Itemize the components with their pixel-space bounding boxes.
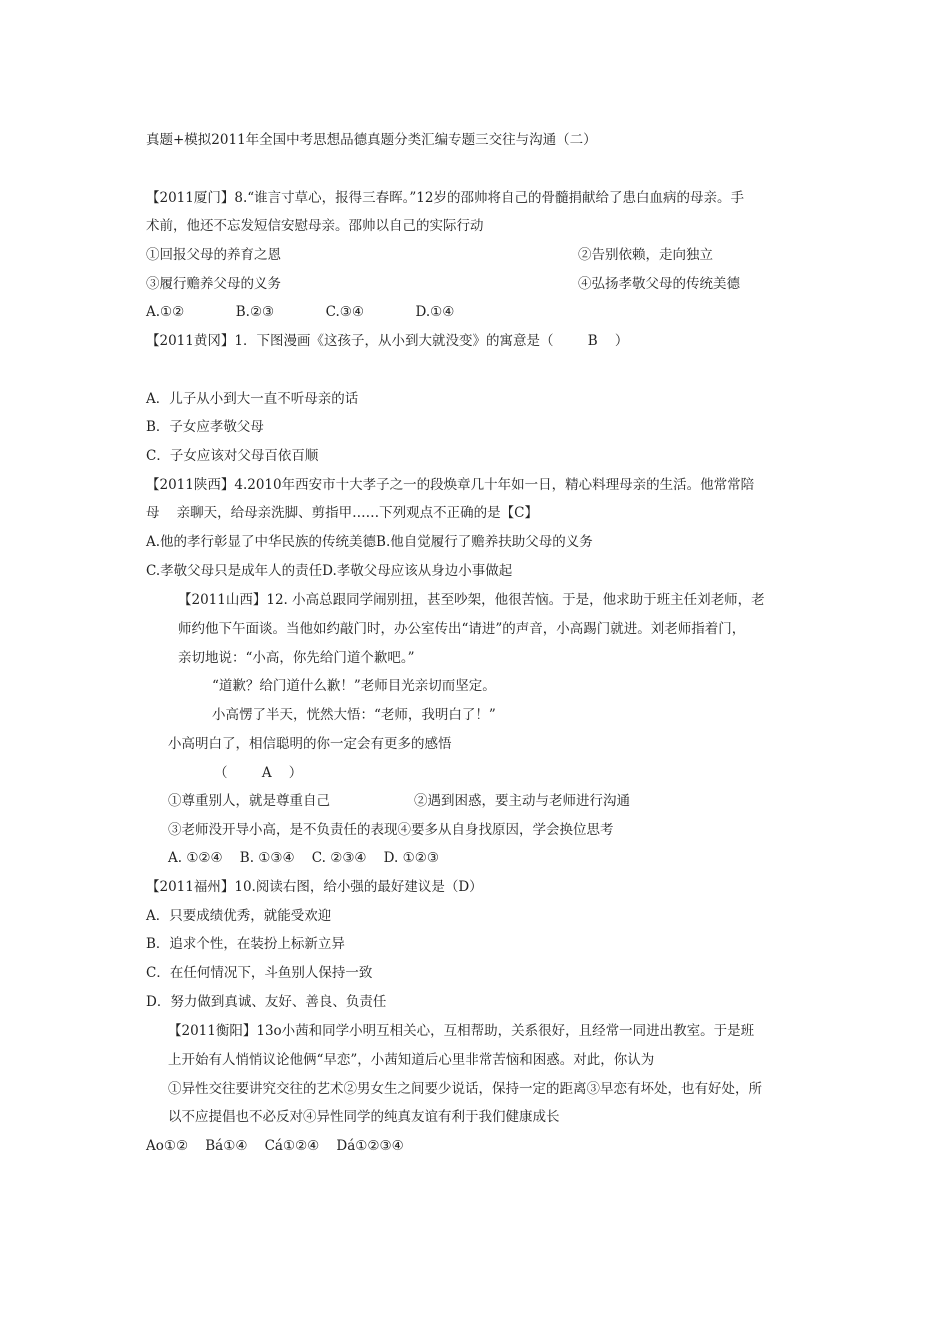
q5-option-c: C．在任何情况下，斗鱼别人保持一致 xyxy=(146,965,373,981)
q5-option-d: D．努力做到真诚、友好、善良、负责任 xyxy=(146,994,387,1010)
q4-option-2: ②遇到困惑，要主动与老师进行沟通 xyxy=(414,793,630,809)
q4-options-34: ③老师没开导小高，是不负责任的表现④要多从自身找原因，学会换位思考 xyxy=(168,822,614,838)
q6-options-line2: 以不应提倡也不必反对④异性同学的纯真友谊有利于我们健康成长 xyxy=(168,1109,560,1125)
q2-option-b: B．子女应孝敬父母 xyxy=(146,419,264,435)
q3-stem-line1: 【2011陕西】4.2010年西安市十大孝子之一的段焕章几十年如一日，精心料理母亲的生活。他常常陪 xyxy=(146,477,755,493)
q1-option-1: ①回报父母的养育之恩 xyxy=(146,247,281,263)
q4-stem-line4: “道歉？给门道什么歉！”老师目光亲切而坚定。 xyxy=(212,678,496,694)
q1-option-2: ②告别依赖，走向独立 xyxy=(578,247,713,263)
q4-stem-line6: 小高明白了，相信聪明的你一定会有更多的感悟 xyxy=(168,736,452,752)
q6-options-line1: ①异性交往要讲究交往的艺术②男女生之间要少说话，保持一定的距离③早恋有坏处，也有好处，所 xyxy=(168,1081,762,1097)
q6-stem-line1: 【2011衡阳】13o小茜和同学小明互相关心，互相帮助，关系很好，且经常一同进出教室。于是班 xyxy=(168,1023,755,1039)
q3-options-cd: C.孝敬父母只是成年人的责任D.孝敬父母应该从身边小事做起 xyxy=(146,563,513,579)
q2-option-a: A．儿子从小到大一直不听母亲的话 xyxy=(146,391,359,407)
document-title: 真题+模拟2011年全国中考思想品德真题分类汇编专题三交往与沟通（二） xyxy=(146,132,597,148)
q2-option-c: C．子女应该对父母百依百顺 xyxy=(146,448,319,464)
q2-stem: 【2011黄冈】1．下图漫画《这孩子，从小到大就没变》的寓意是（ B ） xyxy=(146,333,629,349)
q1-option-3: ③履行赡养父母的义务 xyxy=(146,276,281,292)
q5-option-b: B．追求个性，在装扮上标新立异 xyxy=(146,936,345,952)
q4-stem-line5: 小高愣了半天，恍然大悟：“老师，我明白了！” xyxy=(212,707,496,723)
q3-options-ab: A.他的孝行彰显了中华民族的传统美德B.他自觉履行了赡养扶助父母的义务 xyxy=(146,534,593,550)
q4-stem-line2: 师约他下午面谈。当他如约敲门时，办公室传出“请进”的声音，小高踢门就进。刘老师指着门， xyxy=(178,621,746,637)
q1-stem-line1: 【2011厦门】8.“谁言寸草心，报得三春晖。”12岁的邵帅将自己的骨髓捐献给了患白血病的母亲。手 xyxy=(146,190,744,206)
q5-option-a: A．只要成绩优秀，就能受欢迎 xyxy=(146,908,332,924)
q3-stem-line2: 母 亲聊天，给母亲洗脚、剪指甲……下列观点不正确的是【C】 xyxy=(146,505,538,521)
q1-option-4: ④弘扬孝敬父母的传统美德 xyxy=(578,276,740,292)
q4-choices: A. ①②④ B. ①③④ C. ②③④ D. ①②③ xyxy=(168,850,439,866)
q5-stem: 【2011福州】10.阅读右图，给小强的最好建议是（D） xyxy=(146,879,483,895)
q1-stem-line2: 术前，他还不忘发短信安慰母亲。邵帅以自己的实际行动 xyxy=(146,218,484,234)
q6-choices: Ao①② Bá①④ Cá①②④ Dá①②③④ xyxy=(146,1138,404,1154)
q4-stem-line3: 亲切地说：“小高，你先给门道个歉吧。” xyxy=(178,650,415,666)
q1-choices: A.①② B.②③ C.③④ D.①④ xyxy=(146,304,455,320)
q4-answer: （ A ） xyxy=(214,765,303,781)
q6-stem-line2: 上开始有人悄悄议论他俩“早恋”，小茜知道后心里非常苦恼和困惑。对此，你认为 xyxy=(168,1052,655,1068)
q4-option-1: ①尊重别人，就是尊重自己 xyxy=(168,793,330,809)
q4-stem-line1: 【2011山西】12. 小高总跟同学闹别扭，甚至吵架，他很苦恼。于是，他求助于班主任刘老师，老 xyxy=(178,592,765,608)
